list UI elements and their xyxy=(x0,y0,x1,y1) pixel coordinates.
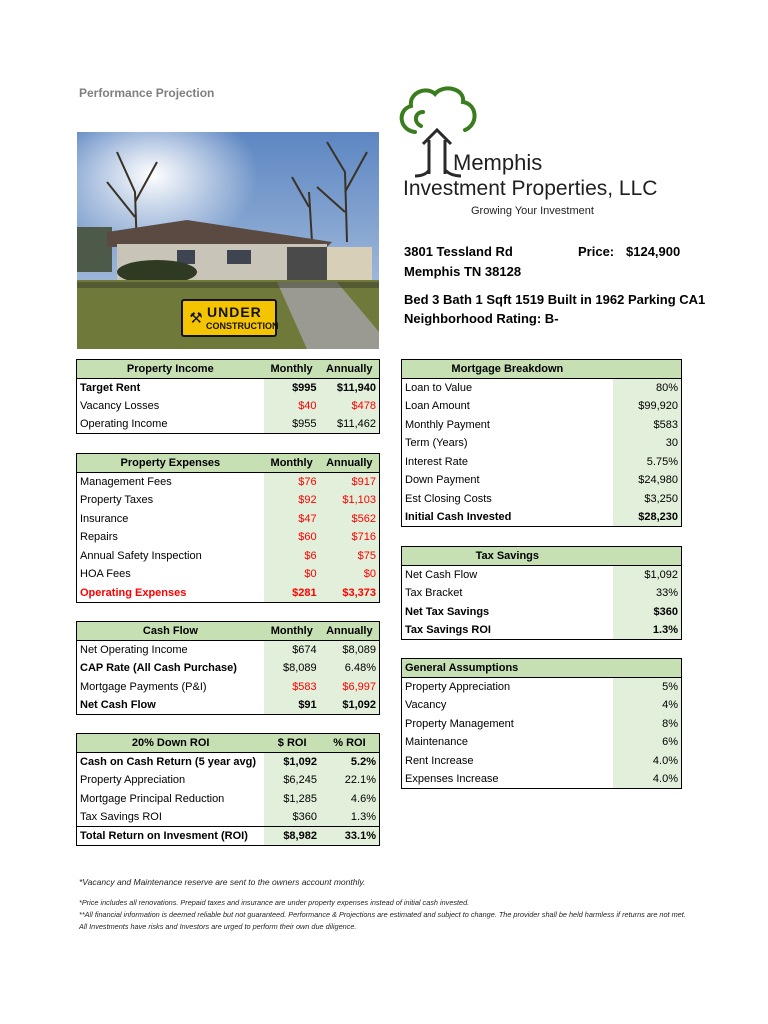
row-label: Expenses Increase xyxy=(405,773,499,786)
header-cell xyxy=(613,547,682,566)
header-cell: % ROI xyxy=(320,734,380,753)
table-row xyxy=(77,640,380,659)
row-value: 4.0% xyxy=(613,751,682,770)
annual-value: $1,092 xyxy=(320,696,380,715)
badge-line2: CONSTRUCTION xyxy=(206,321,279,331)
percent-roi: 4.6% xyxy=(320,789,380,808)
monthly-value: $281 xyxy=(264,584,320,603)
table-row xyxy=(402,434,682,453)
table-row xyxy=(77,415,380,434)
table-row xyxy=(77,659,380,678)
table-row xyxy=(77,565,380,584)
row-label: Operating Expenses xyxy=(80,586,187,599)
monthly-value: $995 xyxy=(264,378,320,397)
row-value: 4.0% xyxy=(613,770,682,789)
table-row xyxy=(77,546,380,565)
monthly-value: $92 xyxy=(264,491,320,510)
row-value: $99,920 xyxy=(613,397,682,416)
row-label: Term (Years) xyxy=(405,437,468,450)
row-value: 5.75% xyxy=(613,452,682,471)
mortgage-breakdown-table xyxy=(401,359,682,527)
price-label: Price: xyxy=(578,244,615,259)
row-label: Annual Safety Inspection xyxy=(80,549,202,562)
row-value: $1,092 xyxy=(613,565,682,584)
table-row xyxy=(402,770,682,789)
table-header xyxy=(77,454,380,473)
row-label: Loan Amount xyxy=(405,399,470,412)
row-label: Down Payment xyxy=(405,474,480,487)
row-value: $3,250 xyxy=(613,490,682,509)
row-label: Cash on Cash Return (5 year avg) xyxy=(80,755,257,768)
table-row xyxy=(77,677,380,696)
header-cell xyxy=(613,360,682,379)
logo-name-line2: Investment Properties, LLC xyxy=(403,177,658,200)
dollar-roi: $1,092 xyxy=(264,752,320,771)
table-row xyxy=(77,584,380,603)
header-cell: Monthly xyxy=(264,454,320,473)
annual-value: $3,373 xyxy=(320,584,380,603)
under-construction-badge xyxy=(181,299,277,337)
row-value: $24,980 xyxy=(613,471,682,490)
property-photo xyxy=(77,132,379,349)
tools-icon: ⚒ xyxy=(189,310,203,327)
tax-savings-table xyxy=(401,546,682,640)
annual-value: 6.48% xyxy=(320,659,380,678)
table-row xyxy=(77,378,380,397)
monthly-value: $91 xyxy=(264,696,320,715)
table-row xyxy=(77,696,380,715)
company-logo xyxy=(393,84,673,224)
row-label: Loan to Value xyxy=(405,381,473,394)
annual-value: $917 xyxy=(320,472,380,491)
table-row xyxy=(402,508,682,527)
table-row xyxy=(77,528,380,547)
row-label: CAP Rate (All Cash Purchase) xyxy=(80,661,237,674)
header-cell: Property Expenses xyxy=(77,454,264,473)
row-label: Target Rent xyxy=(80,381,141,394)
row-label: Tax Savings ROI xyxy=(80,810,162,823)
annual-value: $1,103 xyxy=(320,491,380,510)
row-label: Property Appreciation xyxy=(405,680,511,693)
table-row xyxy=(402,397,682,416)
monthly-value: $6 xyxy=(264,546,320,565)
cash-flow-table xyxy=(76,621,380,715)
table-row xyxy=(77,789,380,808)
table-header xyxy=(77,360,380,379)
header-cell: Annually xyxy=(320,454,380,473)
general-assumptions-table xyxy=(401,658,682,789)
property-city: Memphis TN 38128 xyxy=(404,264,522,279)
row-value: 30 xyxy=(613,434,682,453)
header-cell: $ ROI xyxy=(264,734,320,753)
logo-tagline: Growing Your Investment xyxy=(471,205,594,217)
monthly-value: $674 xyxy=(264,640,320,659)
annual-value: $562 xyxy=(320,509,380,528)
annual-value: $75 xyxy=(320,546,380,565)
header-cell xyxy=(613,659,682,678)
row-value: 8% xyxy=(613,714,682,733)
row-label: Rent Increase xyxy=(405,754,474,767)
row-label: Est Closing Costs xyxy=(405,492,492,505)
row-label: Property Appreciation xyxy=(80,773,186,786)
footnote-legal: **All financial information is deemed reliable but not guaranteed. Performance & Projections are estimated and subject to change. The provider shall be held harmless if returns are not met. All Investments have risks and Investors are urged to perform their own due diligence. xyxy=(79,910,686,931)
footnote-vacancy: *Vacancy and Maintenance reserve are sent to the owners account monthly. xyxy=(79,877,366,887)
row-label: Monthly Payment xyxy=(405,418,490,431)
row-value: 6% xyxy=(613,733,682,752)
table-header xyxy=(77,734,380,753)
monthly-value: $60 xyxy=(264,528,320,547)
property-expenses-table xyxy=(76,453,380,603)
row-label: Vacancy Losses xyxy=(80,399,160,412)
table-row xyxy=(402,733,682,752)
roi-table xyxy=(76,733,380,846)
row-label: Property Management xyxy=(405,717,514,730)
row-label: Net Cash Flow xyxy=(80,698,156,711)
table-header xyxy=(402,547,682,566)
row-label: Net Tax Savings xyxy=(405,605,490,618)
row-label: Maintenance xyxy=(405,736,468,749)
logo-name-line1: Memphis xyxy=(453,150,543,175)
row-label: Net Cash Flow xyxy=(405,568,478,581)
row-label: Total Return on Invesment (ROI) xyxy=(77,826,265,845)
table-row xyxy=(77,826,380,845)
badge-line1: UNDER xyxy=(207,304,262,320)
table-header xyxy=(77,622,380,641)
header-cell: General Assumptions xyxy=(402,659,613,678)
table-row xyxy=(402,584,682,603)
table-row xyxy=(402,696,682,715)
header-cell: Monthly xyxy=(264,360,320,379)
monthly-value: $0 xyxy=(264,565,320,584)
row-value: 4% xyxy=(613,696,682,715)
monthly-value: $8,089 xyxy=(264,659,320,678)
monthly-value: $40 xyxy=(264,397,320,416)
footnote-price: *Price includes all renovations. Prepaid taxes and insurance are under property expenses instead of initial cash invested. xyxy=(79,898,470,907)
annual-value: $716 xyxy=(320,528,380,547)
header-cell: 20% Down ROI xyxy=(77,734,265,753)
row-label: Tax Savings ROI xyxy=(405,623,491,636)
table-row xyxy=(77,752,380,771)
property-details: Bed 3 Bath 1 Sqft 1519 Built in 1962 Parking CA1 xyxy=(404,292,706,307)
table-row xyxy=(402,621,682,640)
row-label: Tax Bracket xyxy=(405,586,463,599)
annual-value: $6,997 xyxy=(320,677,380,696)
header-cell: Annually xyxy=(320,360,380,379)
dollar-roi: $360 xyxy=(264,808,320,827)
table-row xyxy=(402,602,682,621)
row-value: 5% xyxy=(613,677,682,696)
table-row xyxy=(77,808,380,827)
footnote-disclaimer xyxy=(79,897,689,933)
table-row xyxy=(77,771,380,790)
row-label: Vacancy xyxy=(405,698,447,711)
table-header xyxy=(402,360,682,379)
page-title: Performance Projection xyxy=(79,86,215,100)
table-row xyxy=(77,397,380,416)
dollar-roi: $8,982 xyxy=(264,826,320,845)
row-value: 1.3% xyxy=(613,621,682,640)
table-row xyxy=(77,491,380,510)
property-address: 3801 Tessland Rd xyxy=(404,244,513,259)
row-value: $360 xyxy=(613,602,682,621)
table-row xyxy=(402,471,682,490)
row-label: Repairs xyxy=(80,531,118,544)
table-row xyxy=(402,565,682,584)
table-row xyxy=(402,378,682,397)
row-label: Mortgage Principal Reduction xyxy=(80,792,225,805)
dollar-roi: $1,285 xyxy=(264,789,320,808)
header-cell: Monthly xyxy=(264,622,320,641)
row-value: 33% xyxy=(613,584,682,603)
price-value: $124,900 xyxy=(626,244,681,259)
row-label: Initial Cash Invested xyxy=(405,511,512,524)
annual-value: $11,940 xyxy=(320,378,380,397)
row-label: Interest Rate xyxy=(405,455,468,468)
header-cell: Annually xyxy=(320,622,380,641)
percent-roi: 1.3% xyxy=(320,808,380,827)
annual-value: $11,462 xyxy=(320,415,380,434)
monthly-value: $583 xyxy=(264,677,320,696)
monthly-value: $955 xyxy=(264,415,320,434)
percent-roi: 33.1% xyxy=(320,826,380,845)
table-row xyxy=(77,472,380,491)
percent-roi: 5.2% xyxy=(320,752,380,771)
table-row xyxy=(402,452,682,471)
row-label: Net Operating Income xyxy=(80,643,188,656)
header-cell: Mortgage Breakdown xyxy=(402,360,613,379)
row-value: $583 xyxy=(613,415,682,434)
neighborhood-rating: Neighborhood Rating: B- xyxy=(404,311,559,326)
row-label: Management Fees xyxy=(80,475,172,488)
header-cell: Cash Flow xyxy=(77,622,264,641)
row-label: Operating Income xyxy=(80,418,168,431)
table-row xyxy=(402,415,682,434)
row-label: HOA Fees xyxy=(80,568,131,581)
monthly-value: $76 xyxy=(264,472,320,491)
annual-value: $0 xyxy=(320,565,380,584)
annual-value: $478 xyxy=(320,397,380,416)
table-row xyxy=(77,509,380,528)
dollar-roi: $6,245 xyxy=(264,771,320,790)
row-label: Property Taxes xyxy=(80,493,154,506)
table-header xyxy=(402,659,682,678)
row-label: Insurance xyxy=(80,512,129,525)
header-cell: Property Income xyxy=(77,360,264,379)
table-row xyxy=(402,751,682,770)
monthly-value: $47 xyxy=(264,509,320,528)
annual-value: $8,089 xyxy=(320,640,380,659)
row-label: Mortgage Payments (P&I) xyxy=(80,680,207,693)
property-income-table xyxy=(76,359,380,434)
row-value: $28,230 xyxy=(613,508,682,527)
table-row xyxy=(402,490,682,509)
table-row xyxy=(402,714,682,733)
row-value: 80% xyxy=(613,378,682,397)
percent-roi: 22.1% xyxy=(320,771,380,790)
header-cell: Tax Savings xyxy=(402,547,613,566)
table-row xyxy=(402,677,682,696)
